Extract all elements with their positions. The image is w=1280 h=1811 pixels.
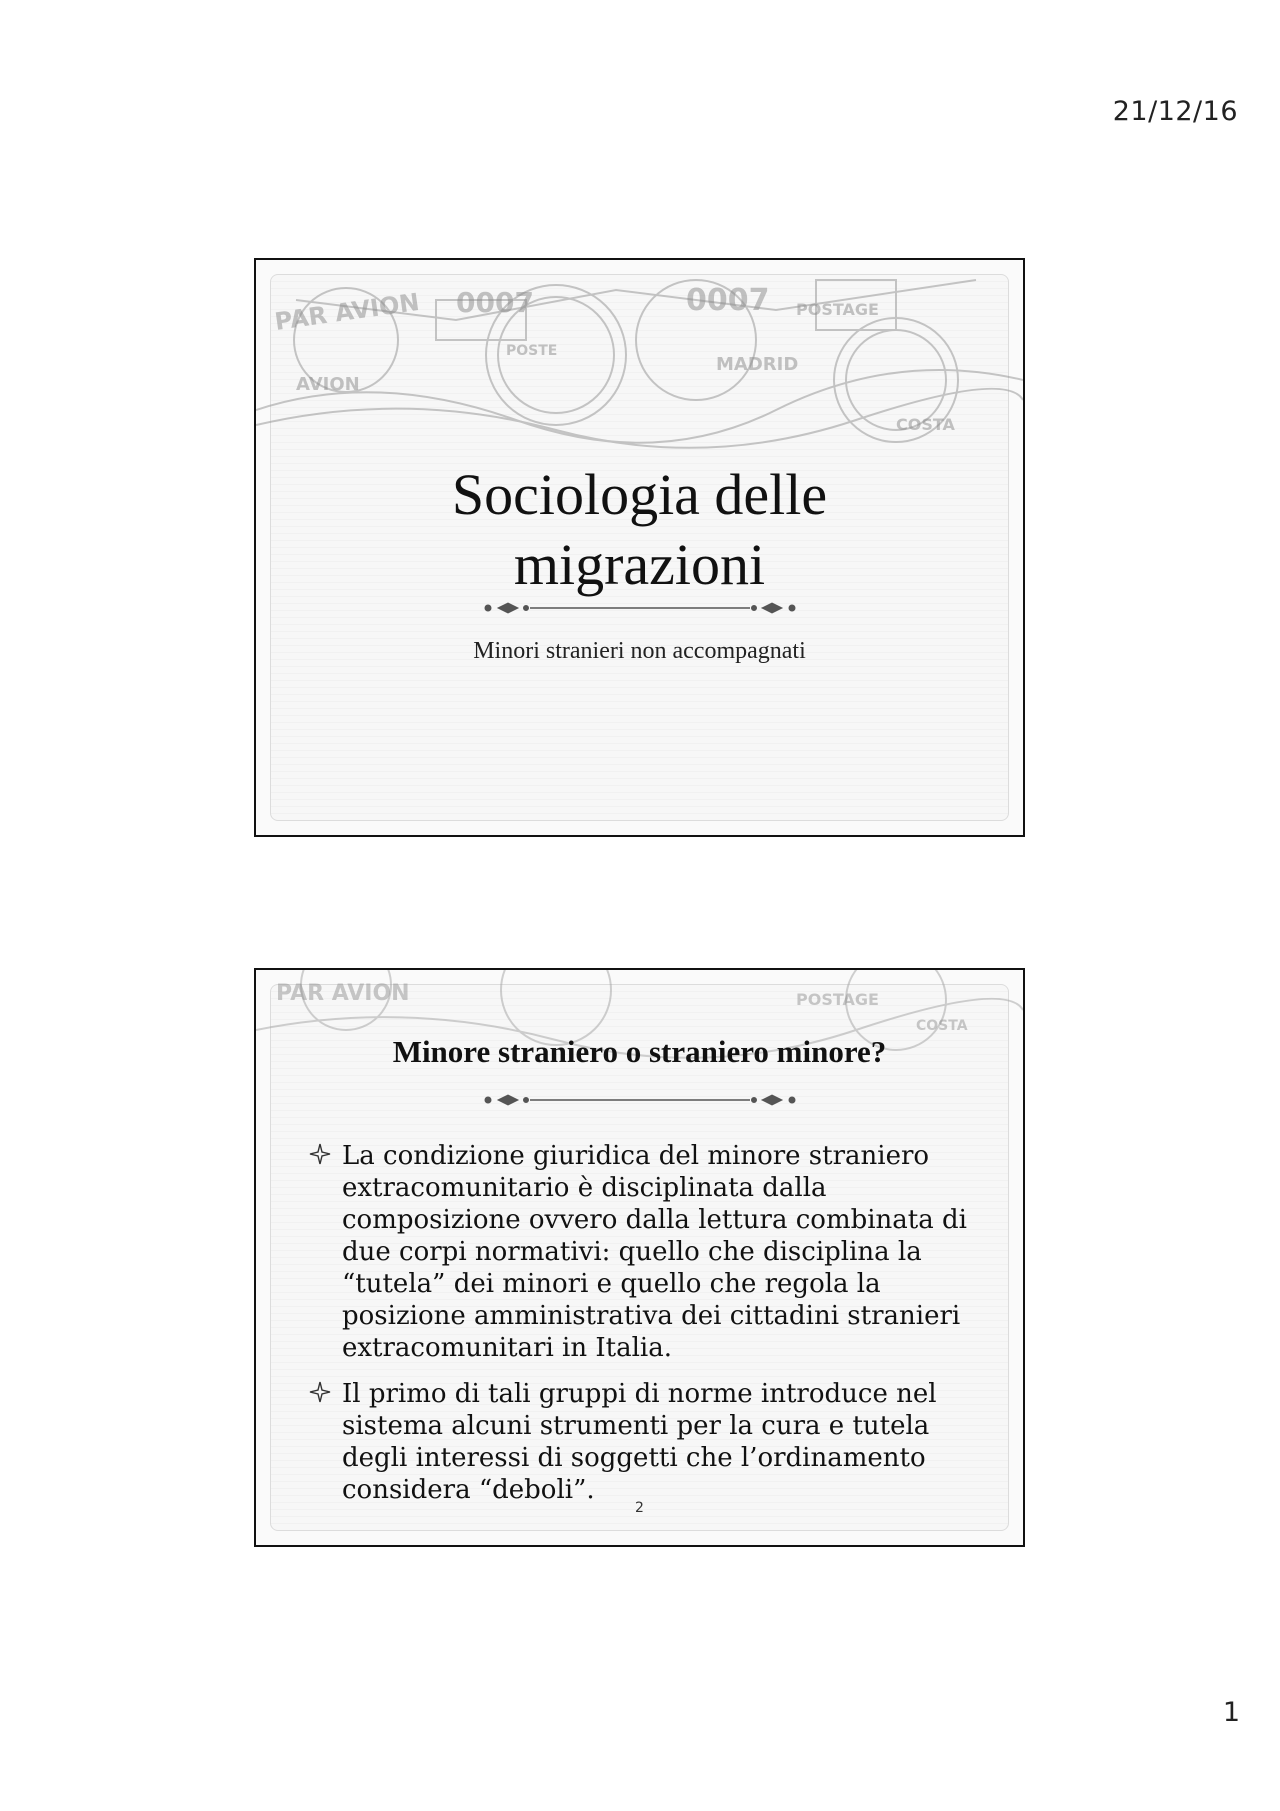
- slide-subtitle: Minori stranieri non accompagnati: [473, 638, 806, 664]
- bullet-text: La condizione giuridica del minore straniero extracomunitario è disciplinata dalla composizione ovvero dalla lettura combinata di due corpi normativi: quello che disciplina la “tutela” dei minori e quello che regola la posizione amministrativa dei cittadini stranieri extracomunitari in Italia.: [342, 1141, 967, 1363]
- bullet-text: Il primo di tali gruppi di norme introduce nel sistema alcuni strumenti per la cura e tutela degli interessi di soggetti che l’ordinamento considera “deboli”.: [342, 1379, 937, 1505]
- svg-text:COSTA: COSTA: [916, 1018, 968, 1034]
- svg-text:0007: 0007: [686, 283, 770, 318]
- svg-text:POSTE: POSTE: [506, 343, 558, 359]
- svg-text:POSTAGE: POSTAGE: [796, 990, 879, 1009]
- ornamental-divider-icon: [256, 1092, 1023, 1113]
- page-date: 21/12/16: [1112, 96, 1238, 127]
- svg-text:0007: 0007: [456, 286, 534, 319]
- svg-text:POSTAGE: POSTAGE: [796, 300, 879, 319]
- svg-text:COSTA: COSTA: [896, 415, 955, 434]
- slide-title: [256, 460, 1023, 600]
- slide-content-page: [254, 968, 1025, 1547]
- ornamental-divider-icon: [256, 600, 1023, 621]
- svg-text:PAR AVION: PAR AVION: [272, 287, 422, 336]
- svg-text:AVION: AVION: [296, 374, 360, 395]
- svg-text:PAR AVION: PAR AVION: [276, 981, 410, 1006]
- bullet-list: [308, 1140, 983, 1520]
- slide-number: 2: [635, 1500, 644, 1516]
- slide-title: Minore straniero o straniero minore?: [392, 1034, 887, 1069]
- page-number: 1: [1222, 1697, 1240, 1728]
- slide-title-page: [254, 258, 1025, 837]
- list-item: [308, 1378, 983, 1506]
- svg-text:MADRID: MADRID: [716, 354, 799, 375]
- slide-title-line1: Sociologia delle: [451, 462, 828, 527]
- four-point-star-icon: [308, 1380, 332, 1404]
- list-item: [308, 1140, 983, 1364]
- slide-title-line2: migrazioni: [513, 532, 766, 597]
- four-point-star-icon: [308, 1142, 332, 1166]
